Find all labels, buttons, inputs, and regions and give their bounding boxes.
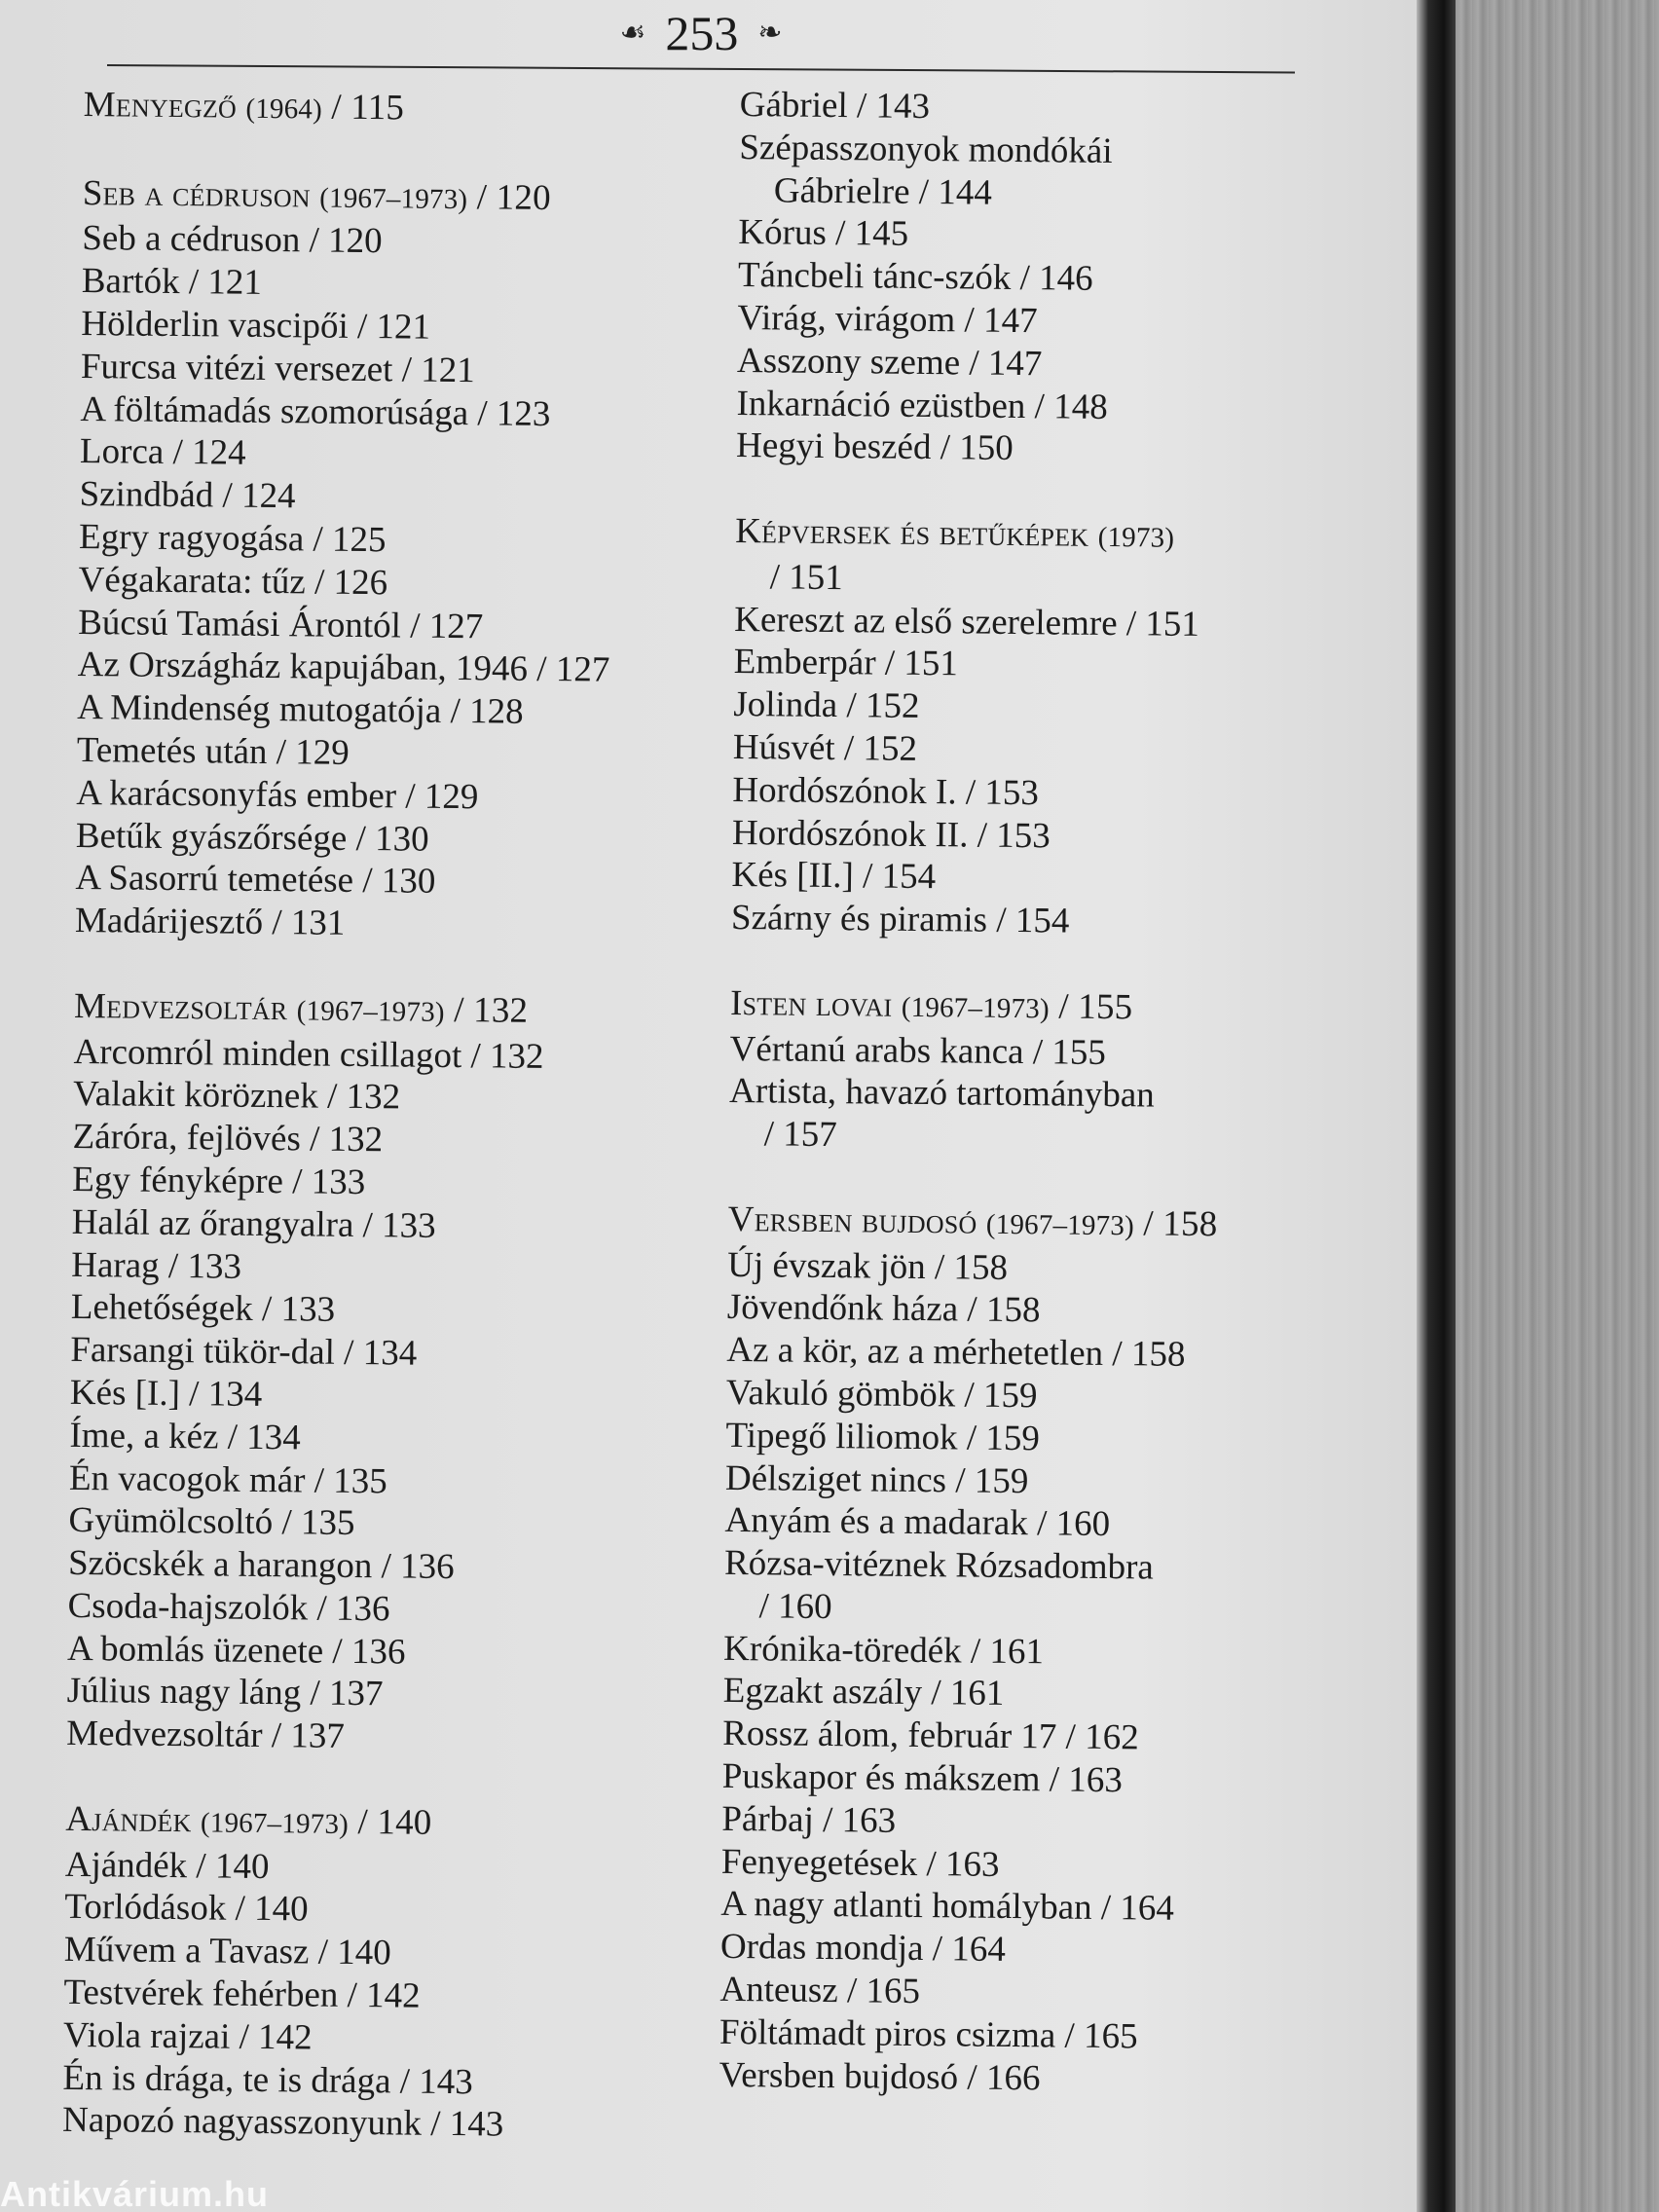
section-page: / 115: [331, 87, 405, 129]
toc-entry: Torlódások / 140: [64, 1887, 309, 1930]
toc-entry: Hordószónok II. / 153: [731, 812, 1051, 856]
toc-entry: Viola rajzai / 142: [62, 2014, 313, 2058]
toc-entry: Július nagy láng / 137: [66, 1671, 384, 1714]
section-years: (1967–1973): [200, 1807, 350, 1840]
toc-entry: Emberpár / 151: [733, 642, 959, 684]
toc-entry: A nagy atlanti homályban / 164: [720, 1884, 1175, 1930]
page-header: [545, 4, 857, 62]
toc-entry: Testvérek fehérben / 142: [63, 1972, 421, 2016]
section-title: Ajándék: [65, 1798, 192, 1841]
section-heading: [83, 172, 745, 225]
toc-entry: Végakarata: tűz / 126: [78, 559, 388, 604]
toc-entry: Rossz álom, február 17 / 162: [722, 1714, 1139, 1758]
toc-entry: A Sasorrú temetése / 130: [75, 858, 436, 903]
toc-entry: Szépasszonyok mondókái: [739, 127, 1113, 171]
toc-entry: Gábriel / 143: [739, 84, 931, 128]
toc-entry: Inkarnáció ezüstben / 148: [736, 383, 1108, 427]
toc-entry: Kereszt az első szerelemre / 151: [734, 599, 1200, 645]
toc-entry: Anyám és a madarak / 160: [724, 1500, 1111, 1545]
section-title: Menyegző: [83, 84, 238, 127]
toc-entry: Halál az őrangyalra / 133: [71, 1201, 436, 1246]
toc-entry: Anteusz / 165: [719, 1969, 921, 2012]
page-edge: [1417, 0, 1456, 2212]
section-page: / 132: [454, 989, 529, 1031]
toc-entry: Táncbeli tánc-szók / 146: [737, 255, 1093, 299]
toc-entry-continuation: / 157: [763, 1114, 837, 1156]
toc-entry: Új évszak jön / 158: [727, 1244, 1009, 1288]
toc-entry: Vakuló gömbök / 159: [725, 1372, 1038, 1417]
toc-entry: Kés [I.] / 134: [69, 1372, 263, 1415]
toc-entry: A karácsonyfás ember / 129: [76, 772, 479, 818]
toc-entry: Gyümölcsoltó / 135: [68, 1500, 355, 1544]
section-heading: [74, 985, 736, 1038]
section-spacer: [730, 940, 1392, 989]
toc-entry: Záróra, fejlövés / 132: [72, 1117, 384, 1161]
section-title: Versben bujdosó: [727, 1198, 977, 1242]
toc-entry: Versben bujdosó / 166: [719, 2054, 1041, 2098]
toc-entry: Párbaj / 163: [721, 1798, 897, 1841]
toc-entry: Búcsú Tamási Árontól / 127: [77, 602, 484, 646]
section-spacer: [83, 129, 745, 179]
toc-entry: Én vacogok már / 135: [68, 1457, 387, 1501]
toc-entry: Puskapor és mákszem / 163: [721, 1755, 1124, 1801]
toc-entry: Íme, a kéz / 134: [69, 1415, 301, 1458]
toc-entry: Művem a Tavasz / 140: [63, 1930, 391, 1973]
toc-entry: Egzakt aszály / 161: [722, 1671, 1005, 1714]
toc-entry: Asszony szeme / 147: [736, 340, 1043, 385]
toc-entry: Hölderlin vascipői / 121: [81, 303, 431, 348]
toc-entry: Arcomról minden csillagot / 132: [73, 1031, 544, 1077]
toc-entry: Farsangi tükör-dal / 134: [70, 1330, 418, 1374]
toc-entry: Az Országház kapujában, 1946 / 127: [77, 645, 610, 691]
toc-entry: Ordas mondja / 164: [719, 1927, 1007, 1971]
section-heading: [730, 982, 1392, 1035]
toc-entry: Szárny és piramis / 154: [730, 898, 1070, 941]
section-years: (1964): [245, 92, 323, 126]
toc-entry: Rózsa-vitéznek Rózsadombra: [723, 1543, 1155, 1588]
page-number: 253: [665, 6, 739, 60]
toc-entry: Madárijesztő / 131: [74, 901, 346, 943]
section-heading: [65, 1798, 727, 1851]
section-heading: [84, 84, 746, 136]
toc-right-column: [719, 84, 1402, 2148]
toc-entry: Az a kör, az a mérhetetlen / 158: [726, 1330, 1186, 1375]
toc-entry: Csoda-hajszolók / 136: [67, 1585, 390, 1630]
toc-entry: Furcsa vitézi versezet / 121: [80, 346, 475, 391]
toc-entry: Szöcskék a harangon / 136: [67, 1543, 455, 1588]
toc-entry: Egy fényképre / 133: [72, 1159, 366, 1203]
toc-entry: Krónika-töredék / 161: [722, 1628, 1045, 1673]
toc-entry: Vértanú arabs kanca / 155: [729, 1028, 1107, 1073]
toc-entry: Hordószónok I. / 153: [732, 769, 1040, 814]
toc-entry: Szindbád / 124: [79, 474, 296, 517]
toc-entry: Kés [II.] / 154: [731, 855, 937, 898]
toc-entry: Fenyegetések / 163: [720, 1841, 1000, 1885]
toc-left-column: [61, 84, 746, 2148]
toc-entry: Artista, havazó tartományban: [728, 1071, 1156, 1116]
toc-entry: Lorca / 124: [79, 431, 246, 474]
section-title: Seb a cédruson: [82, 172, 312, 216]
section-spacer: [66, 1755, 728, 1805]
section-years: (1967–1973): [901, 991, 1051, 1025]
toc-entry-continuation: / 160: [758, 1586, 832, 1627]
toc-entry: Húsvét / 152: [732, 726, 918, 769]
toc-entry: Jövendőnk háza / 158: [726, 1287, 1041, 1331]
toc-entry: Lehetőségek / 133: [70, 1287, 336, 1331]
toc-entry: Medvezsoltár / 137: [66, 1714, 346, 1757]
section-title: Képversek és betűképek: [734, 510, 1089, 555]
section-page: / 140: [357, 1801, 432, 1843]
toc-entry: Virág, virágom / 147: [737, 297, 1038, 342]
toc-entry: Temetés után / 129: [76, 729, 350, 773]
section-years: (1973): [1097, 521, 1175, 554]
toc-entry: Ajándék / 140: [64, 1844, 270, 1887]
toc-entry: Betűk gyászőrsége / 130: [75, 815, 429, 860]
toc-entry: Egry ragyogása / 125: [78, 516, 387, 561]
background-surface: [1456, 0, 1659, 2212]
section-spacer: [735, 467, 1397, 517]
section-page: / 120: [476, 176, 551, 218]
ornament-left-icon: ☙: [619, 17, 646, 49]
section-spacer: [728, 1156, 1390, 1205]
section-spacer: [74, 942, 736, 992]
toc-entry: Én is drága, te is drága / 143: [62, 2057, 474, 2102]
toc-entry: A Mindenség mutogatója / 128: [77, 687, 524, 732]
toc-entry-continuation: / 151: [769, 557, 843, 598]
ornament-right-icon: ❧: [757, 17, 783, 49]
watermark: Antikvárium.hu: [0, 2177, 270, 2212]
toc-entry: Jolinda / 152: [733, 684, 920, 727]
toc-entry: Kórus / 145: [738, 212, 909, 255]
section-years: (1967–1973): [319, 182, 468, 215]
section-title: Isten lovai: [729, 982, 893, 1025]
section-years: (1967–1973): [296, 995, 445, 1028]
toc-entry: A bomlás üzenete / 136: [66, 1628, 406, 1673]
section-heading: [735, 510, 1397, 563]
section-page: / 155: [1058, 986, 1133, 1028]
toc-entry: Bartók / 121: [81, 261, 263, 304]
toc-entry: Föltámadt piros csizma / 165: [719, 2011, 1138, 2057]
toc-entry: Tipegő liliomok / 159: [725, 1415, 1041, 1459]
toc-entry: Délsziget nincs / 159: [724, 1457, 1029, 1501]
toc-entry: A föltámadás szomorúsága / 123: [80, 388, 551, 434]
section-page: / 158: [1143, 1203, 1218, 1244]
section-years: (1967–1973): [985, 1208, 1135, 1242]
toc-entry: Harag / 133: [71, 1244, 242, 1287]
section-heading: [728, 1198, 1390, 1251]
section-title: Medvezsoltár: [73, 985, 288, 1028]
toc-entry: Hegyi beszéd / 150: [735, 425, 1014, 469]
toc-entry-continuation: Gábrielre / 144: [773, 169, 993, 213]
toc-entry: Valakit köröznek / 132: [72, 1074, 401, 1118]
toc-entry: Seb a cédruson / 120: [82, 218, 383, 262]
toc-entry: Napozó nagyasszonyunk / 143: [61, 2100, 504, 2146]
